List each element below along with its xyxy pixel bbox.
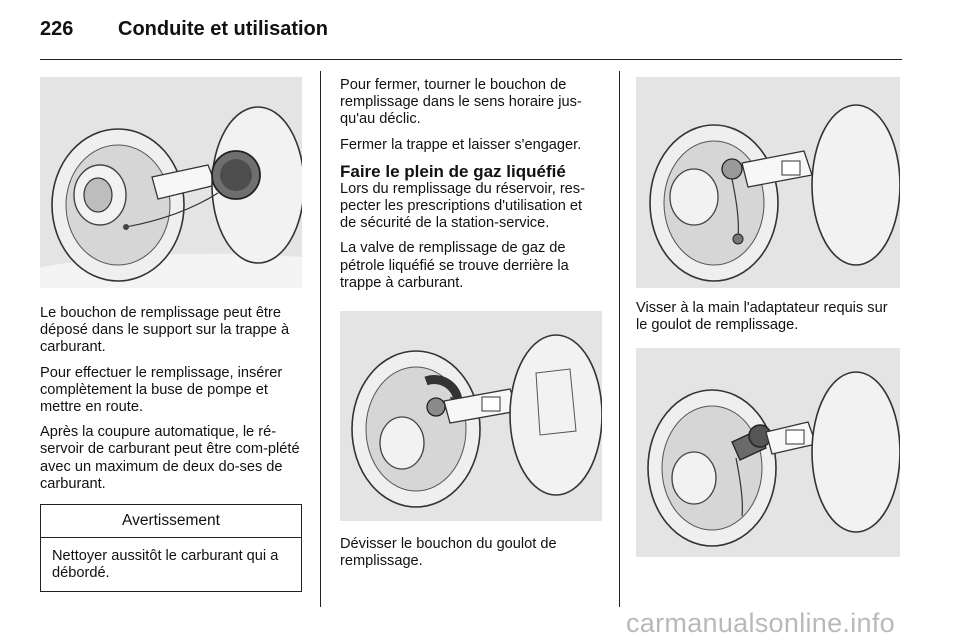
figure-cap-in-holder — [40, 77, 302, 288]
paragraph: Le bouchon de remplissage peut être déposé dans le support sur la trappe à carburant. — [40, 305, 290, 356]
paragraph: Après la coupure automatique, le ré-servoir de carburant peut être com-plété avec un maximum de deux do-ses de carburant. — [40, 424, 300, 492]
paragraph: Pour effectuer le remplissage, insérer complètement la buse de pompe et mettre en route. — [40, 364, 283, 416]
section-heading: Faire le plein de gaz liquéfié — [340, 161, 566, 181]
figure-screw-adapter — [636, 348, 900, 557]
warning-box — [40, 504, 302, 592]
figure-lpg-valve-illustration — [636, 77, 900, 288]
paragraph: Fermer la trappe et laisser s'engager. — [340, 136, 582, 153]
paragraph: La valve de remplissage de gaz de pétrole liquéfié se trouve derrière la trappe à carburant. — [340, 240, 569, 291]
paragraph: Lors du remplissage du réservoir, res-pecter les prescriptions d'utilisation et de sécurité de la station-service. — [340, 180, 585, 232]
column-divider-left — [320, 71, 321, 607]
page-title: Conduite et utilisation — [118, 18, 328, 40]
caption-text: Dévisser le bouchon du goulot de remplissage. — [340, 536, 557, 570]
caption-text: Visser à la main l'adaptateur requis sur le goulot de remplissage. — [636, 300, 888, 334]
column-2-text — [340, 77, 602, 300]
header-rule — [40, 59, 902, 60]
figure-unscrew-cap-illustration — [340, 311, 602, 521]
figure-unscrew-cap — [340, 311, 602, 521]
figure-screw-adapter-illustration — [636, 348, 900, 557]
warning-text: Nettoyer aussitôt le carburant qui a débordé. — [52, 548, 279, 582]
column-1-text — [40, 305, 304, 501]
paragraph: Pour fermer, tourner le bouchon de remplissage dans le sens horaire jus-qu'au déclic. — [340, 77, 582, 128]
column-divider-right — [619, 71, 620, 607]
warning-title: Avertissement — [41, 505, 301, 538]
figure-lpg-valve — [636, 77, 900, 288]
figure-cap-in-holder-illustration — [40, 77, 302, 288]
watermark: carmanualsonline.info — [626, 608, 895, 638]
page-number: 226 — [40, 18, 74, 40]
figure-3-caption — [636, 300, 900, 342]
figure-2-caption — [340, 536, 602, 578]
